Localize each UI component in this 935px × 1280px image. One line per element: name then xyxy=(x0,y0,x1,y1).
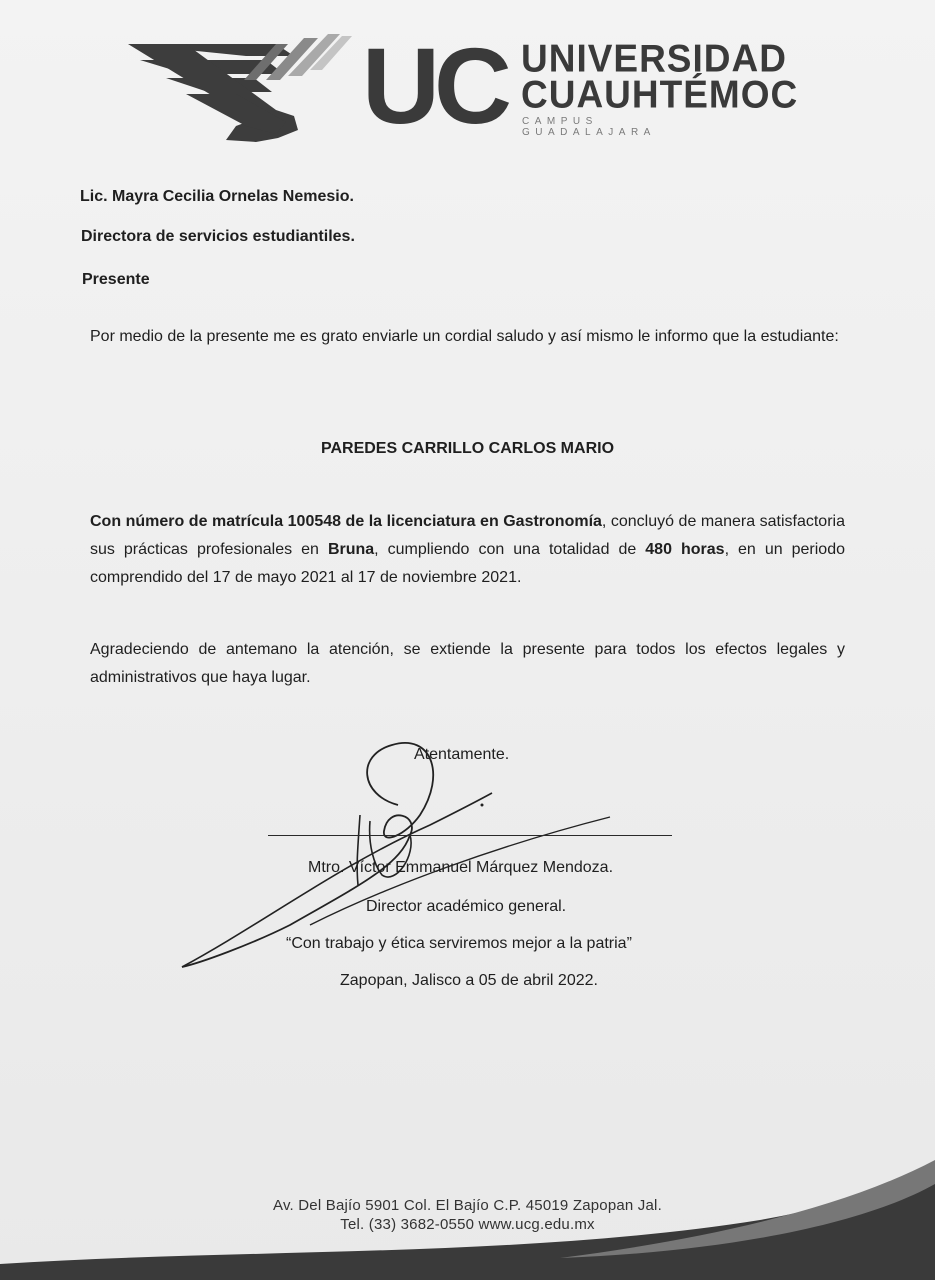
intro-paragraph: Por medio de la presente me es grato enviarle un cordial saludo y así mismo le informo que la estudiante: xyxy=(90,328,839,345)
details-text-2: , cumpliendo con una totalidad de xyxy=(374,541,646,558)
uc-logo-mark: UC xyxy=(362,25,506,146)
place-date: Zapopan, Jalisco a 05 de abril 2022. xyxy=(340,972,598,989)
university-name-line2: CUAUHTÉMOC xyxy=(521,72,799,117)
recipient-title: Directora de servicios estudiantiles. xyxy=(81,228,355,245)
university-logo xyxy=(126,25,799,155)
closing-paragraph: Agradeciendo de antemano la atención, se extiende la presente para todos los efectos legales y administrativos que haya lugar. xyxy=(90,641,845,686)
campus-name: CAMPUS GUADALAJARA xyxy=(522,116,656,138)
matricula-career: Con número de matrícula 100548 de la licenciatura en Gastronomía xyxy=(90,513,602,530)
footer-swoosh-decoration xyxy=(0,1140,935,1280)
details-text-3: , en un periodo comprendido del 17 de mayo 2021 al 17 de noviembre 2021. xyxy=(90,541,846,586)
salutation: Atentamente. xyxy=(414,746,510,763)
total-hours: 480 horas xyxy=(645,541,725,558)
signer-position: Director académico general. xyxy=(366,898,567,915)
university-motto: “Con trabajo y ética serviremos mejor a la patria” xyxy=(286,935,632,952)
recipient-greeting: Presente xyxy=(82,271,150,288)
company-name: Bruna xyxy=(327,541,375,558)
details-paragraph xyxy=(90,508,845,592)
footer-contact: Tel. (33) 3682-0550 www.ucg.edu.mx xyxy=(340,1216,595,1233)
recipient-name: Lic. Mayra Cecilia Ornelas Nemesio. xyxy=(80,188,354,205)
student-name: PAREDES CARRILLO CARLOS MARIO xyxy=(320,440,615,457)
signature-line xyxy=(268,835,672,836)
eagle-wing-icon xyxy=(126,30,356,155)
university-name-line1: UNIVERSIDAD xyxy=(521,36,787,81)
signer-name: Mtro. Víctor Emmanuel Márquez Mendoza. xyxy=(308,859,614,876)
details-text-1: , concluyó de manera satisfactoria sus prácticas profesionales en xyxy=(90,513,845,558)
footer-address: Av. Del Bajío 5901 Col. El Bajío C.P. 45019 Zapopan Jal. xyxy=(273,1197,662,1214)
